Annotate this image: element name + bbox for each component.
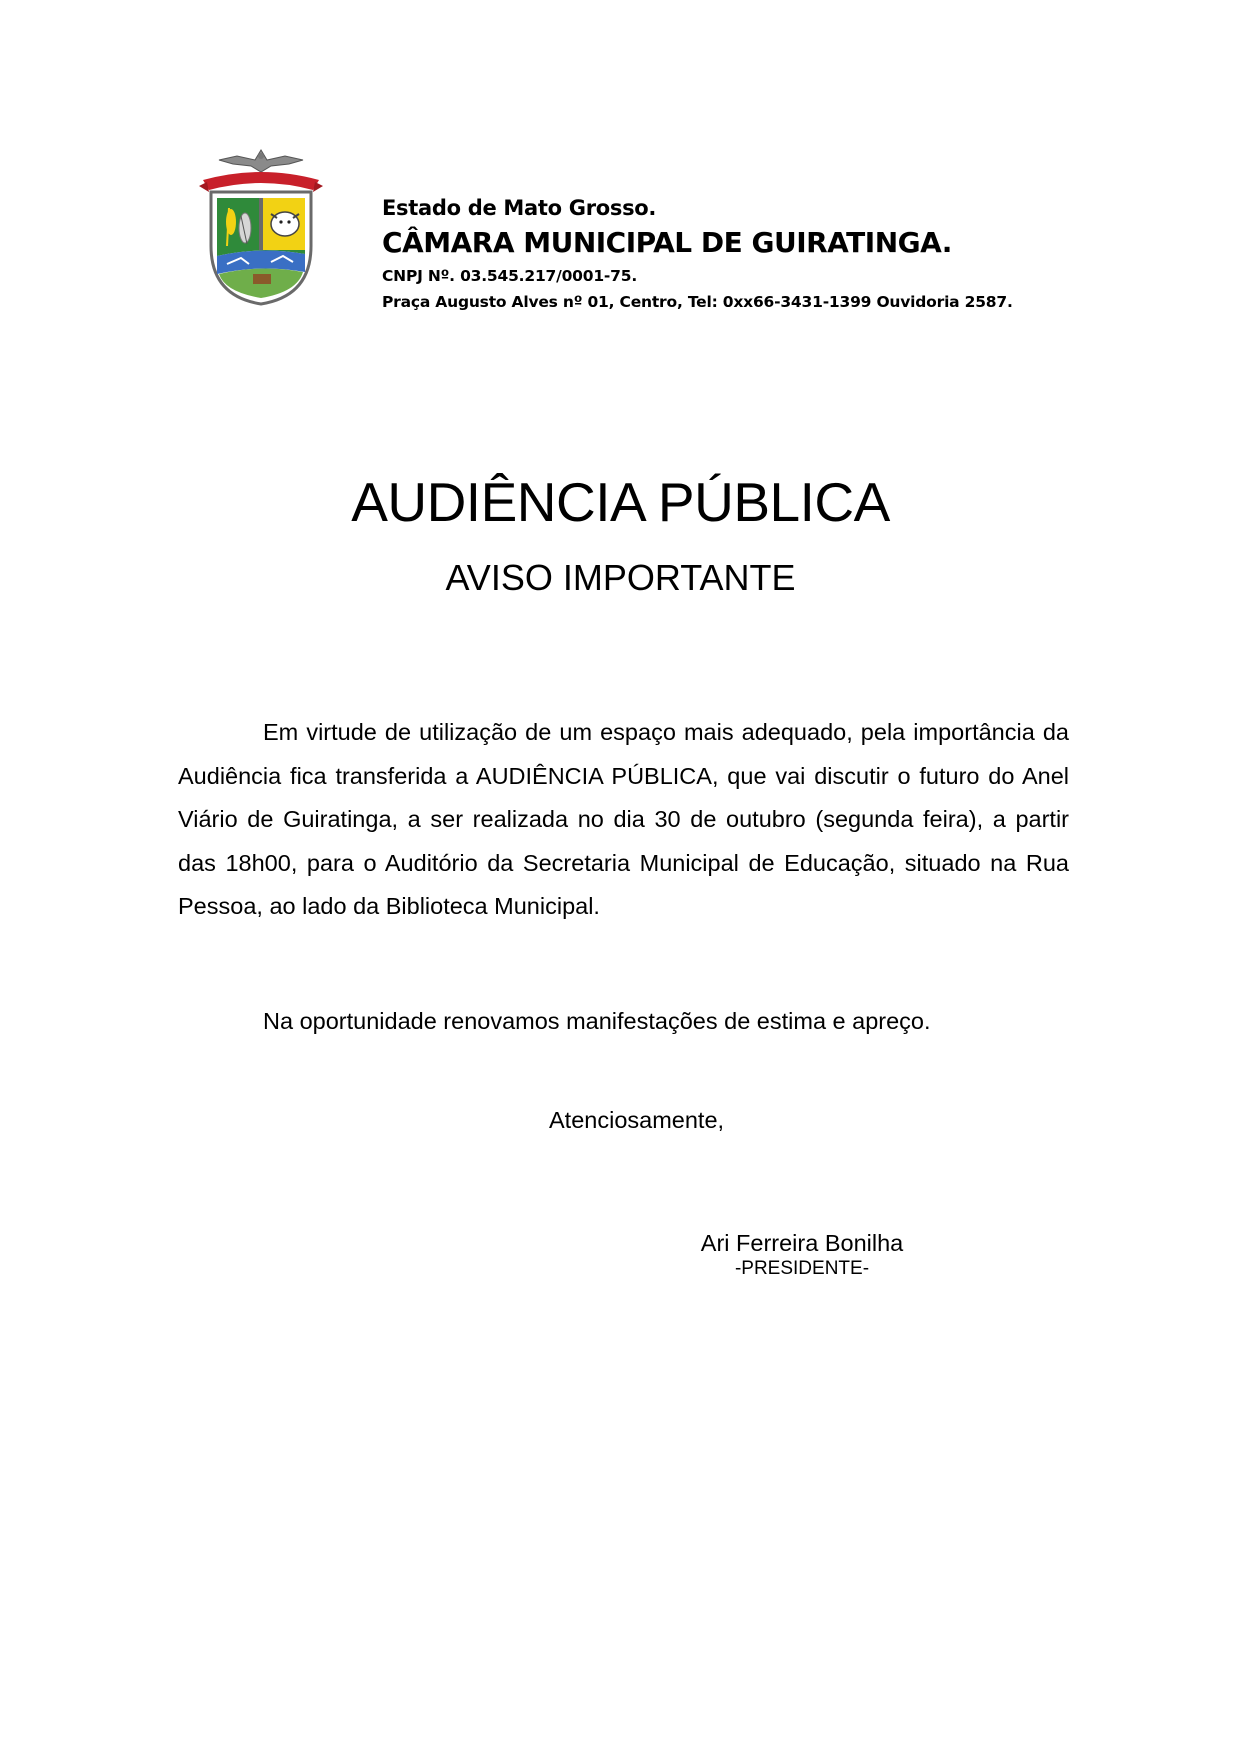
signature-block <box>650 1228 954 1280</box>
document-subtitle: AVISO IMPORTANTE <box>445 557 796 598</box>
address-line: Praça Augusto Alves nº 01, Centro, Tel: 0xx66-3431-1399 Ouvidoria 2587. <box>382 293 1013 311</box>
signer-name: Ari Ferreira Bonilha <box>700 1230 904 1256</box>
chamber-name: CÂMARA MUNICIPAL DE GUIRATINGA. <box>382 226 952 259</box>
notice-body: Em virtude de utilização de um espaço mais adequado, pela importância da Audiência fica transferida a AUDIÊNCIA PÚBLICA, que vai discutir o futuro do Anel Viário de Guiratinga, a ser realizada no dia 30 de outubro (segunda feira), a partir das 18h00, para o Auditório da Secretaria Municipal de Educação, situado na Rua Pessoa, ao lado da Biblioteca Municipal. <box>178 719 1069 919</box>
letterhead <box>197 146 1117 316</box>
letterhead-text <box>382 193 1013 315</box>
regards-line: Atenciosamente, <box>549 1107 725 1133</box>
municipal-coat-of-arms <box>197 146 325 308</box>
closing-sentence: Na oportunidade renovamos manifestações de estima e apreço. <box>263 1008 931 1034</box>
state-name: Estado de Mato Grosso. <box>382 196 657 220</box>
cnpj-number: CNPJ Nº. 03.545.217/0001-75. <box>382 267 638 285</box>
document-title: AUDIÊNCIA PÚBLICA <box>351 471 890 533</box>
signer-role: -PRESIDENTE- <box>734 1258 870 1279</box>
